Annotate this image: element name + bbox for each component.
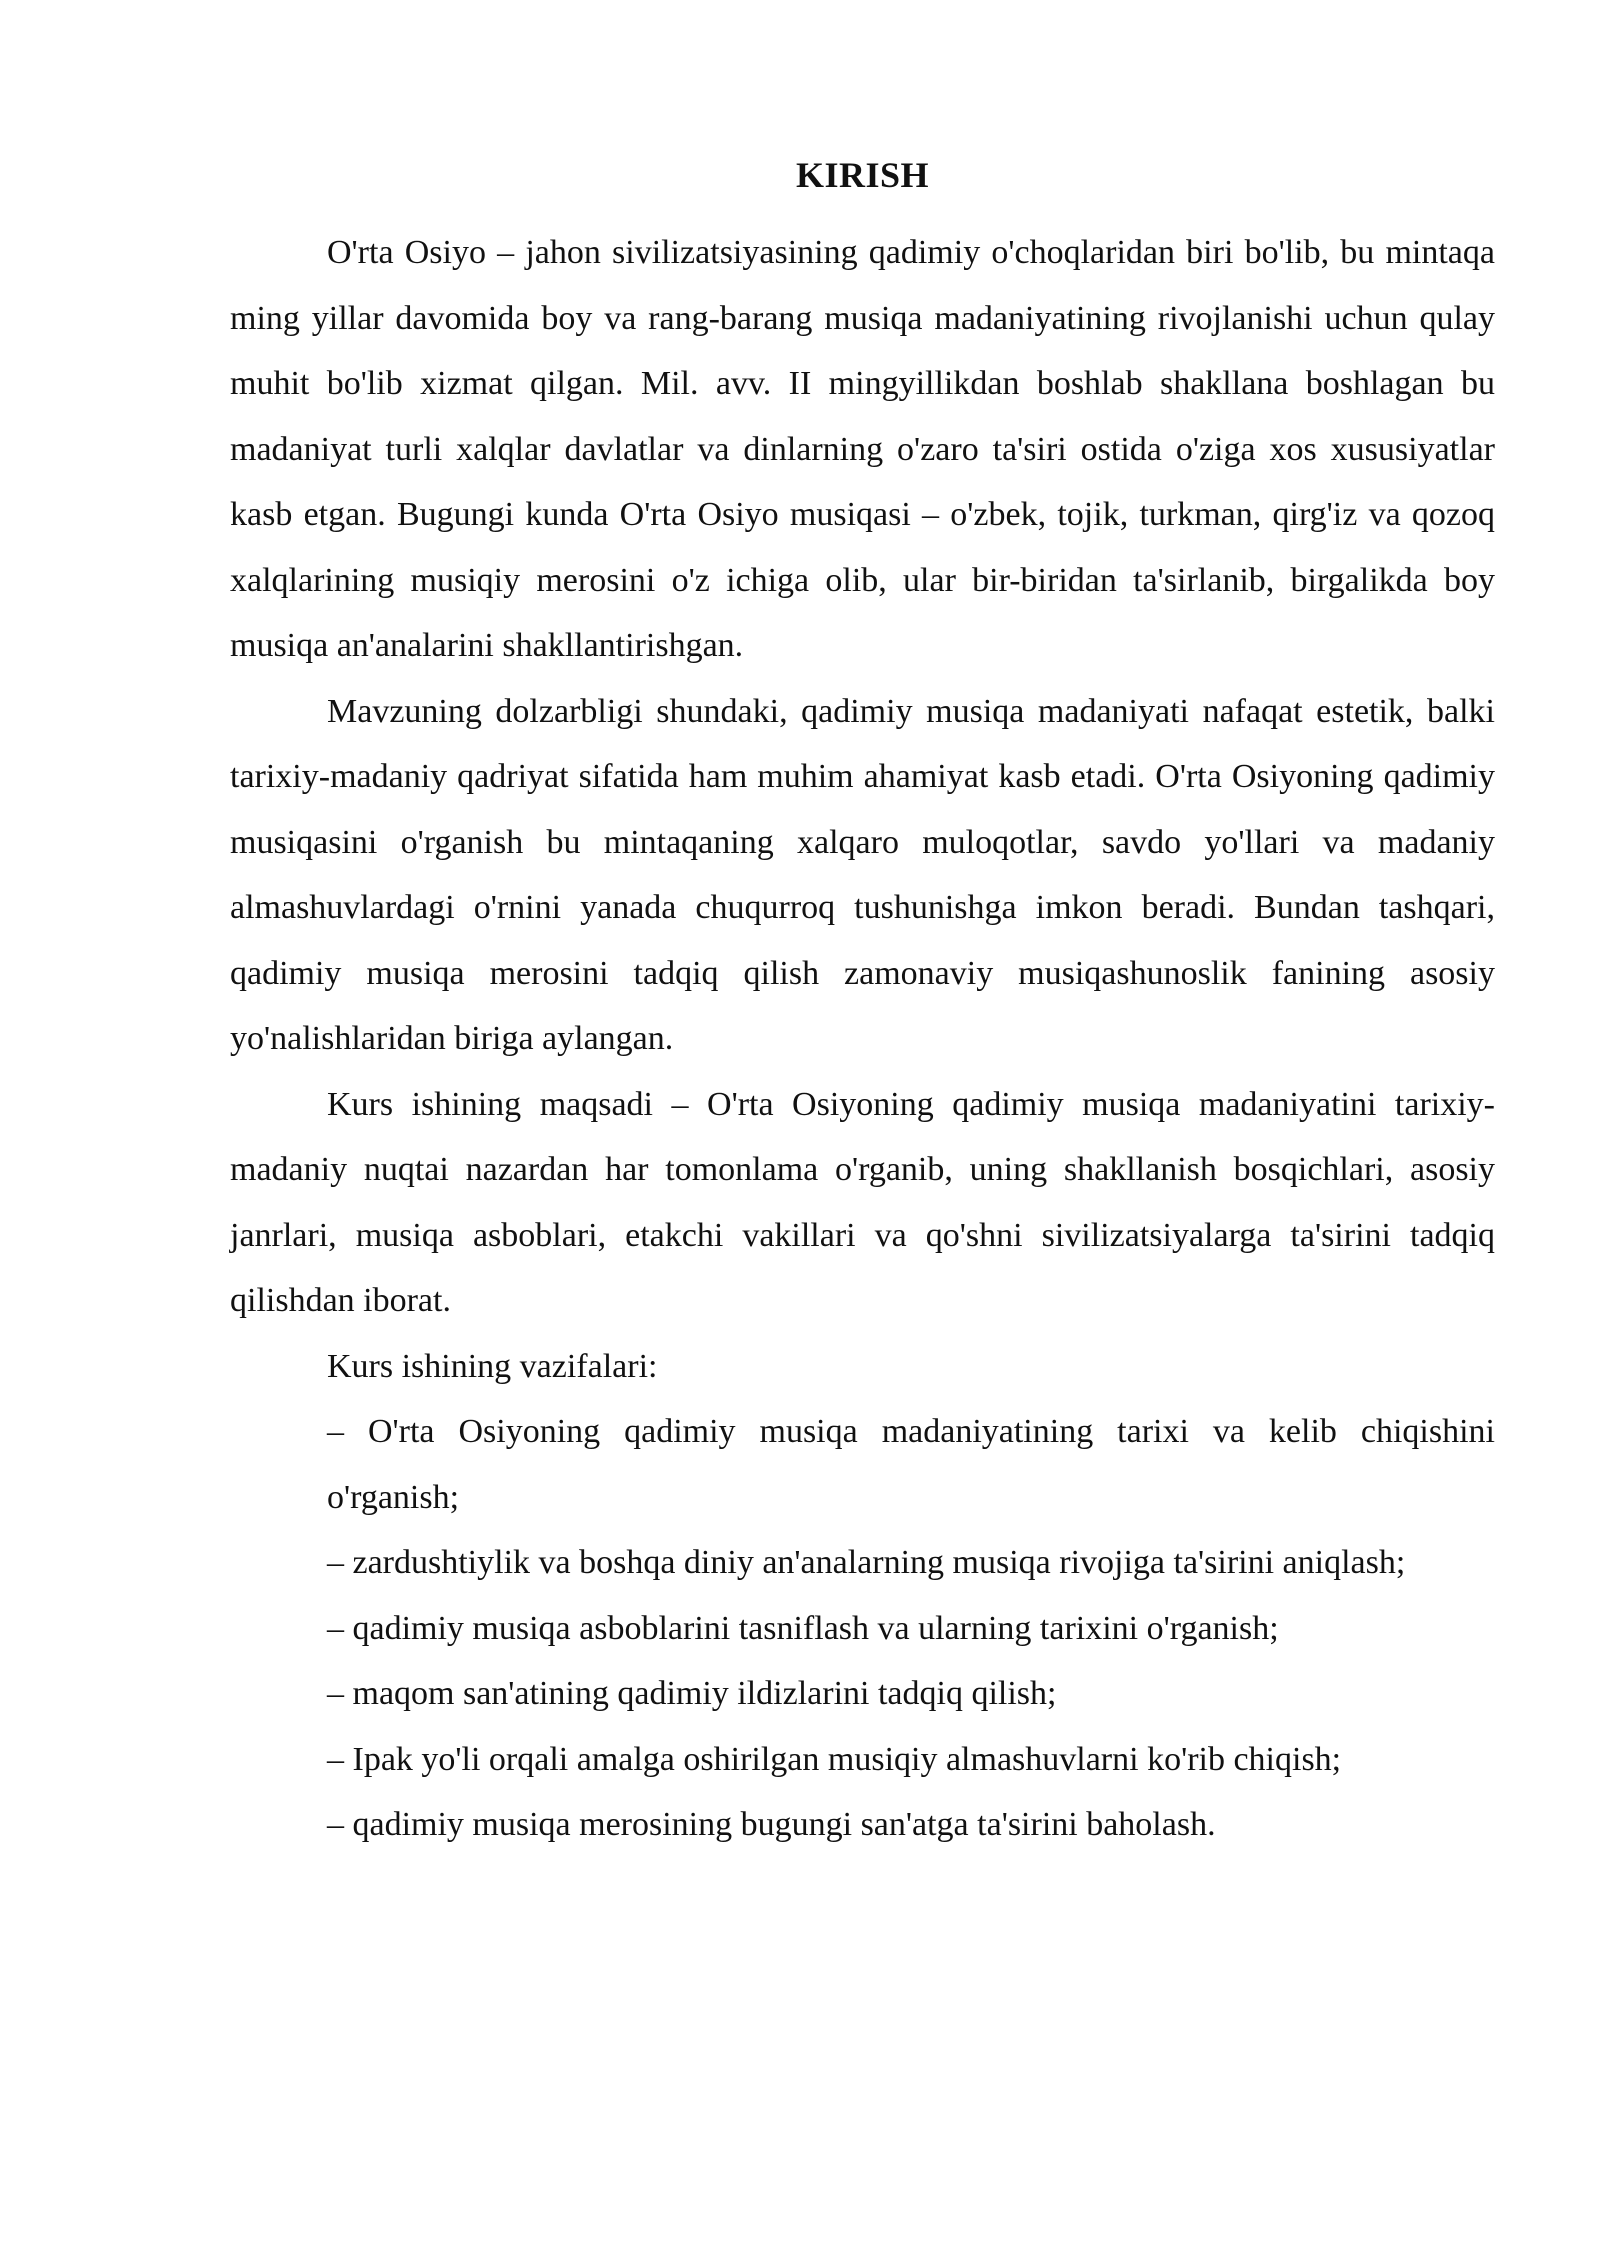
paragraph-relevance: Mavzuning dolzarbligi shundaki, qadimiy musiqa madaniyati nafaqat estetik, balki tarixiy-madaniy qadriyat sifatida ham muhim ahamiyat kasb etadi. O'rta Osiyoning qadimiy musiqasini o'rganish bu mintaqaning xalqaro muloqotlar, savdo yo'llari va madaniy almashuvlardagi o'rnini yanada chuqurroq tushunishga imkon beradi. Bundan tashqari, qadimiy musiqa merosini tadqiq qilish zamonaviy musiqashunoslik fanining asosiy yo'nalishlaridan biriga aylangan. bbox=[230, 692, 1495, 1057]
tasks-heading: Kurs ishining vazifalari: bbox=[327, 1347, 658, 1385]
task-item: – Ipak yo'li orqali amalga oshirilgan musiqiy almashuvlarni ko'rib chiqish; bbox=[327, 1740, 1342, 1778]
task-item: – zardushtiylik va boshqa diniy an'analarning musiqa rivojiga ta'sirini aniqlash; bbox=[327, 1544, 1406, 1581]
task-item: – maqom san'atining qadimiy ildizlarini tadqiq qilish; bbox=[327, 1675, 1057, 1712]
page-title: KIRISH bbox=[795, 155, 930, 195]
paragraph-introduction: O'rta Osiyo – jahon sivilizatsiyasining qadimiy o'choqlaridan biri bo'lib, bu mintaqa ming yillar davomida boy va rang-barang musiqa madaniyatining rivojlanishi uchun qulay muhit bo'lib xizmat qilgan. Mil. avv. II mingyillikdan boshlab shakllana boshlagan bu madaniyat turli xalqlar davlatlar va dinlarning o'zaro ta'siri ostida o'ziga xos xususiyatlar kasb etgan. Bugungi kunda O'rta Osiyo musiqasi – o'zbek, tojik, turkman, qirg'iz va qozoq xalqlarining musiqiy merosini o'z ichiga olib, ular bir-biridan ta'sirlanib, birgalikda boy musiqa an'analarini shakllantirishgan. bbox=[230, 234, 1495, 664]
paragraph-goal: Kurs ishining maqsadi – O'rta Osiyoning qadimiy musiqa madaniyatini tarixiy-madaniy nuqtai nazardan har tomonlama o'rganib, uning shakllanish bosqichlari, asosiy janrlari, musiqa asboblari, etakchi vakillari va qo'shni sivilizatsiyalarga ta'sirini tadqiq qilishdan iborat. bbox=[230, 1085, 1495, 1319]
tasks-list bbox=[230, 1399, 1495, 1858]
task-item: – qadimiy musiqa asboblarini tasniflash va ularning tarixini o'rganish; bbox=[327, 1609, 1279, 1647]
task-item: – qadimiy musiqa merosining bugungi san'atga ta'sirini baholash. bbox=[327, 1806, 1216, 1843]
task-item: – O'rta Osiyoning qadimiy musiqa madaniyatining tarixi va kelib chiqishini o'rganish; bbox=[327, 1413, 1495, 1516]
document-page bbox=[230, 150, 1495, 1858]
